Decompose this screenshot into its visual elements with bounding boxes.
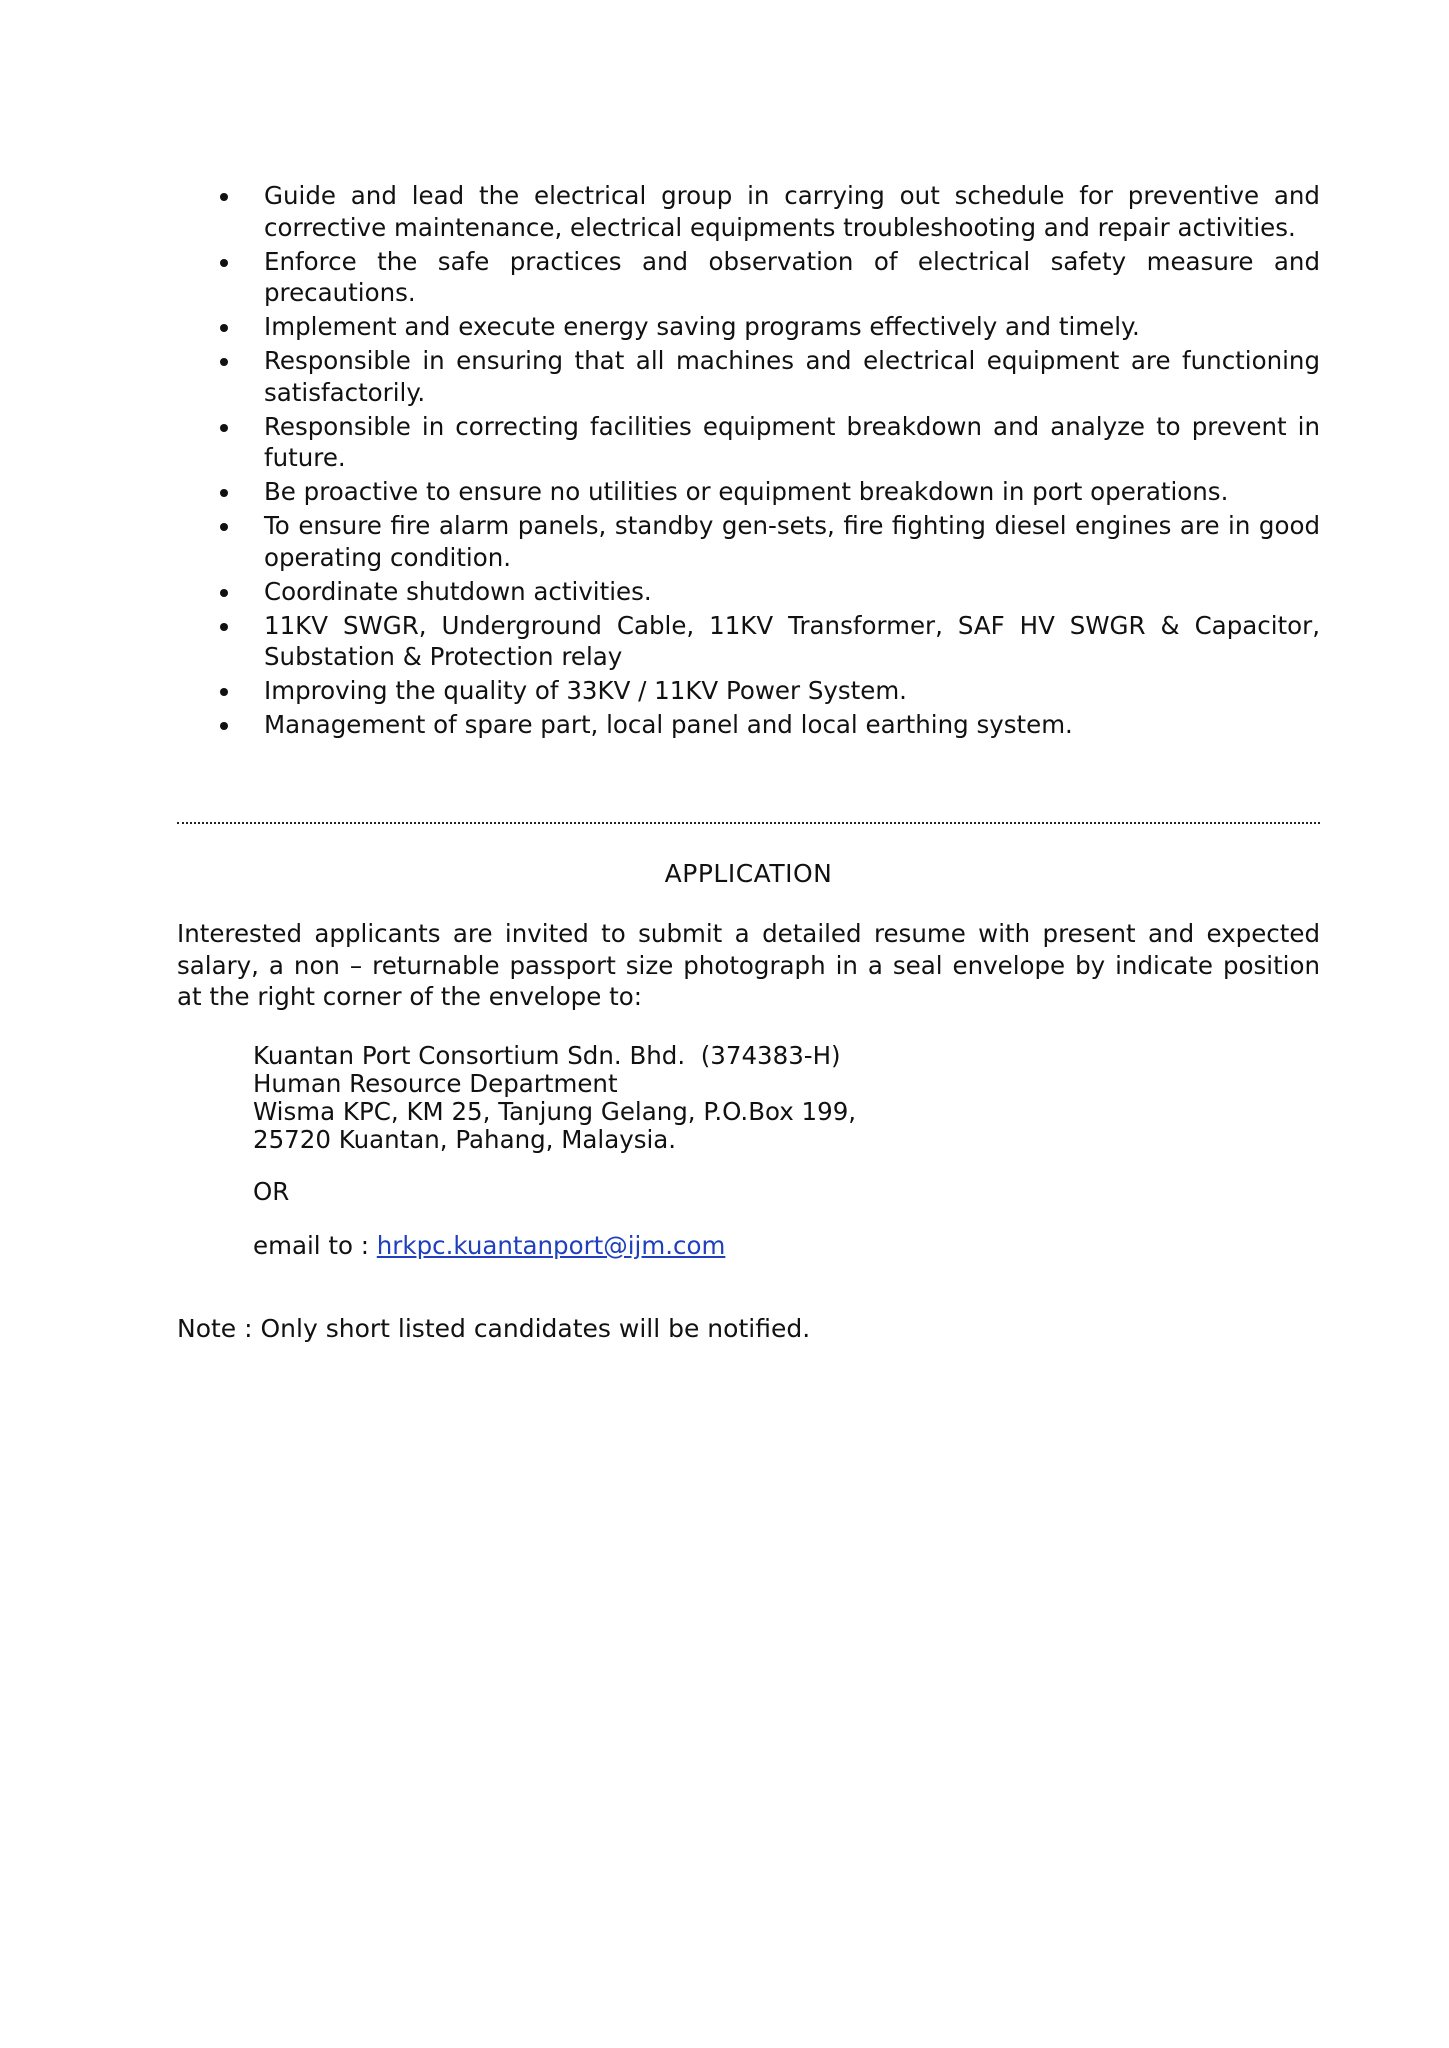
duty-text: Improving the quality of 33KV / 11KV Power System.	[264, 676, 907, 705]
email-line	[253, 1230, 725, 1262]
bullet-icon	[220, 688, 228, 696]
duty-text: Responsible in correcting facilities equipment breakdown and analyze to prevent in future.	[264, 411, 1320, 472]
list-item	[220, 311, 1320, 343]
bullet-icon	[220, 324, 228, 332]
duty-text: Coordinate shutdown activities.	[264, 576, 652, 606]
duty-text: To ensure fire alarm panels, standby gen-sets, fire fighting diesel engines are in good operating condition.	[264, 511, 1320, 572]
list-item	[220, 246, 1320, 309]
list-item	[220, 510, 1320, 573]
bullet-icon	[220, 424, 228, 432]
bullet-icon	[220, 358, 228, 366]
application-heading: APPLICATION	[664, 859, 833, 888]
email-prefix: email to :	[253, 1231, 377, 1260]
shortlist-note: Note : Only short listed candidates will be notified.	[177, 1314, 811, 1343]
duty-text: Enforce the safe practices and observation of electrical safety measure and precautions.	[264, 246, 1320, 307]
list-item	[220, 709, 1320, 741]
address-city: 25720 Kuantan, Pahang, Malaysia.	[253, 1125, 677, 1154]
address-company: Kuantan Port Consortium Sdn. Bhd. (374383-H)	[253, 1041, 841, 1070]
mailing-address	[253, 1042, 1153, 1154]
list-item	[220, 476, 1320, 508]
bullet-icon	[220, 193, 228, 201]
list-item	[220, 675, 1320, 707]
email-link[interactable]: hrkpc.kuantanport@ijm.com	[376, 1231, 726, 1260]
duties-list	[220, 180, 1320, 743]
duty-text: Implement and execute energy saving programs effectively and timely.	[264, 312, 1140, 341]
address-street: Wisma KPC, KM 25, Tanjung Gelang, P.O.Box 199,	[253, 1097, 857, 1126]
application-intro: Interested applicants are invited to submit a detailed resume with present and expected salary, a non – returnable passport size photograph in a seal envelope by indicate position at the right corner of the envelope to:	[177, 919, 1320, 1011]
duty-text: 11KV SWGR, Underground Cable, 11KV Transformer, SAF HV SWGR & Capacitor, Substation & Protection relay	[264, 610, 1320, 671]
bullet-icon	[220, 623, 228, 631]
bullet-icon	[220, 489, 228, 497]
duty-text: Management of spare part, local panel and local earthing system.	[264, 710, 1073, 739]
duty-text: Responsible in ensuring that all machines and electrical equipment are functioning satisfactorily.	[264, 346, 1320, 407]
list-item	[220, 411, 1320, 474]
dotted-separator	[177, 822, 1320, 824]
list-item	[220, 610, 1320, 673]
bullet-icon	[220, 589, 228, 597]
bullet-icon	[220, 523, 228, 531]
list-item	[220, 180, 1320, 243]
list-item	[220, 576, 1320, 608]
duty-text: Be proactive to ensure no utilities or equipment breakdown in port operations.	[264, 477, 1229, 506]
list-item	[220, 345, 1320, 408]
bullet-icon	[220, 259, 228, 267]
or-label: OR	[253, 1177, 290, 1206]
address-department: Human Resource Department	[253, 1069, 618, 1098]
duty-text: Guide and lead the electrical group in carrying out schedule for preventive and corrective maintenance, electrical equipments troubleshooting and repair activities.	[264, 181, 1320, 242]
bullet-icon	[220, 722, 228, 730]
